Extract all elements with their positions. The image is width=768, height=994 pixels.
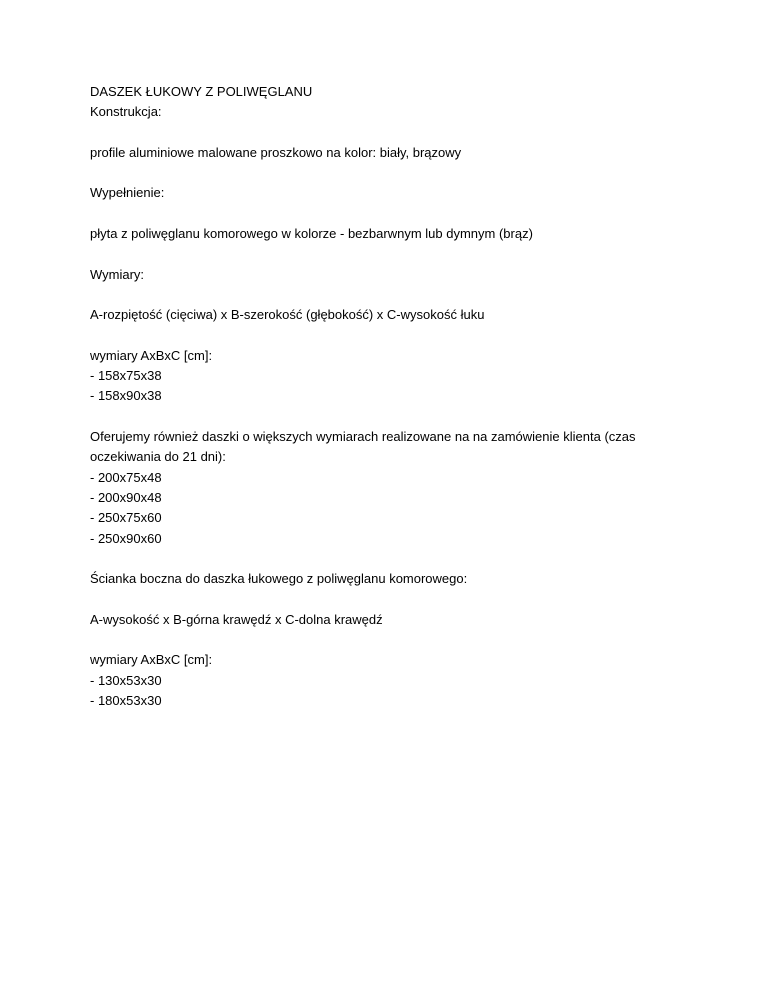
document-page bbox=[90, 82, 690, 711]
size-item: - 250x75x60 bbox=[90, 510, 162, 526]
spacer bbox=[90, 407, 690, 427]
size-item: - 180x53x30 bbox=[90, 692, 162, 708]
spacer bbox=[90, 123, 690, 143]
side-panel-dims-text: A-wysokość x B-górna krawędź x C-dolna krawędź bbox=[90, 611, 383, 627]
dims-heading: wymiary AxBxC [cm]: bbox=[90, 347, 213, 363]
size-item: - 200x90x48 bbox=[90, 489, 162, 505]
custom-offer-text-continued: oczekiwania do 21 dni): bbox=[90, 449, 226, 465]
spacer bbox=[90, 326, 690, 346]
size-item: - 200x75x48 bbox=[90, 469, 162, 485]
custom-offer-text: Oferujemy również daszki o większych wymiarach realizowane na na zamówienie klienta (czas bbox=[90, 429, 636, 445]
size-item: - 130x53x30 bbox=[90, 672, 162, 688]
side-dims-heading: wymiary AxBxC [cm]: bbox=[90, 652, 213, 668]
construction-text: profile aluminiowe malowane proszkowo na kolor: biały, brązowy bbox=[90, 144, 462, 160]
filling-label: Wypełnienie: bbox=[90, 185, 165, 201]
size-item: - 158x90x38 bbox=[90, 388, 162, 404]
dimensions-text: A-rozpiętość (cięciwa) x B-szerokość (głębokość) x C-wysokość łuku bbox=[90, 307, 485, 323]
spacer bbox=[90, 630, 690, 650]
spacer bbox=[90, 163, 690, 183]
spacer bbox=[90, 549, 690, 569]
spacer bbox=[90, 204, 690, 224]
size-item: - 250x90x60 bbox=[90, 530, 162, 546]
size-item: - 158x75x38 bbox=[90, 368, 162, 384]
document-title: DASZEK ŁUKOWY Z POLIWĘGLANU bbox=[90, 84, 313, 99]
construction-label: Konstrukcja: bbox=[90, 104, 162, 120]
spacer bbox=[90, 285, 690, 305]
spacer bbox=[90, 589, 690, 609]
filling-text: płyta z poliwęglanu komorowego w kolorze - bezbarwnym lub dymnym (brąz) bbox=[90, 226, 533, 242]
spacer bbox=[90, 244, 690, 264]
dimensions-label: Wymiary: bbox=[90, 266, 145, 282]
side-panel-label: Ścianka boczna do daszka łukowego z poliwęglanu komorowego: bbox=[90, 571, 468, 587]
